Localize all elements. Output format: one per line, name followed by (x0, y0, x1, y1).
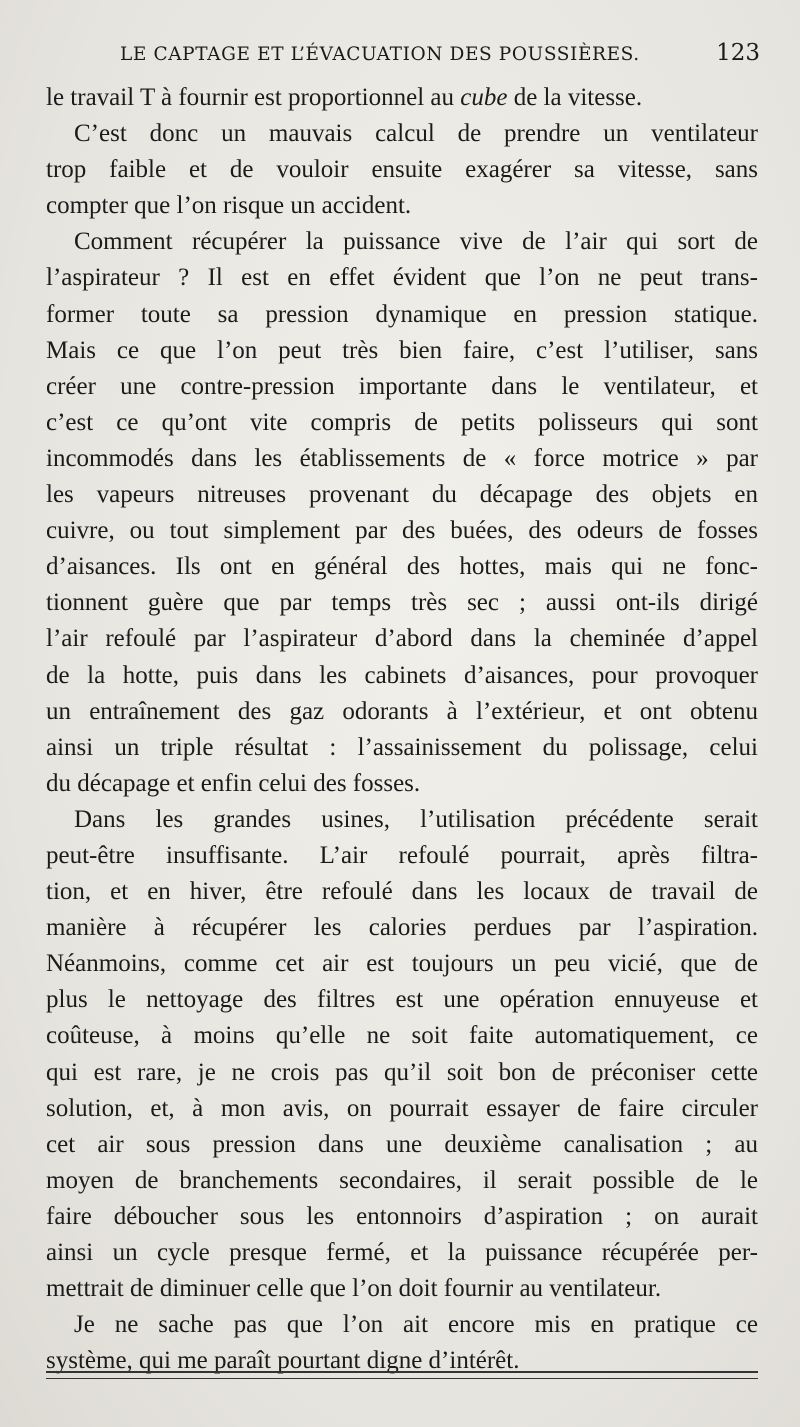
text-line: ainsi un cycle presque fermé, et la puissance récupérée per- (46, 1239, 758, 1266)
text-line: tionnent guère que par temps très sec ; aussi ont-ils dirigé (46, 589, 758, 617)
text-line: trop faible et de vouloir ensuite exagérer sa vitesse, sans (46, 156, 758, 184)
paragraph (46, 224, 758, 802)
running-head-title: LE CAPTAGE ET L’ÉVACUATION DES POUSSIÈRES. (120, 44, 640, 65)
text-line: l’aspirateur ? Il est en effet évident que l’on ne peut trans- (46, 264, 758, 292)
text-line: manière à récupérer les calories perdues par l’aspiration. (46, 914, 758, 942)
text-line: Dans les grandes usines, l’utilisation précédente serait (74, 805, 758, 833)
text-line: peut-être insuffisante. L’air refoulé pourrait, après filtra- (46, 841, 758, 869)
text-line: Mais ce que l’on peut très bien faire, c’est l’utiliser, sans (46, 336, 758, 364)
text-line: le travail T à fournir est proportionnel au cube de la vitesse. (46, 84, 643, 111)
running-head (120, 38, 760, 74)
text-line: faire déboucher sous les entonnoirs d’aspiration ; on aurait (46, 1202, 758, 1230)
page-number: 123 (716, 40, 760, 66)
text-line: un entraînement des gaz odorants à l’extérieur, et ont obtenu (46, 697, 758, 725)
text-line: du décapage et enfin celui des fosses. (46, 769, 421, 797)
text-line: cuivre, ou tout simplement par des buées, des odeurs de fosses (46, 517, 758, 545)
text-line: former toute sa pression dynamique en pression statique. (46, 300, 758, 328)
text-line: incommodés dans les établissements de « force motrice » par (46, 444, 758, 472)
text-line: C’est donc un mauvais calcul de prendre un ventilateur (74, 120, 758, 148)
text-line: solution, et, à mon avis, on pourrait essayer de faire circuler (46, 1094, 758, 1122)
text-line: d’aisances. Ils ont en général des hottes, mais qui ne fonc- (46, 553, 758, 581)
text-line: Néanmoins, comme cet air est toujours un peu vicié, que de (46, 950, 758, 978)
text-line: créer une contre-pression importante dans le ventilateur, et (46, 372, 758, 400)
bottom-rule-thin (46, 1378, 758, 1379)
paragraph (46, 1307, 758, 1379)
text-line: cet air sous pression dans une deuxième canalisation ; au (46, 1130, 758, 1158)
paragraph (46, 80, 758, 116)
text-line: moyen de branchements secondaires, il serait possible de le (46, 1166, 758, 1194)
bottom-rule-thick (46, 1371, 758, 1373)
text-line: c’est ce qu’ont vite compris de petits polisseurs qui sont (46, 408, 758, 436)
text-line: de la hotte, puis dans les cabinets d’aisances, pour provoquer (46, 661, 758, 689)
text-line: tion, et en hiver, être refoulé dans les locaux de travail de (46, 878, 758, 906)
text-line: Comment récupérer la puissance vive de l’air qui sort de (74, 228, 758, 256)
text-line: qui est rare, je ne crois pas qu’il soit bon de préconiser cette (46, 1058, 758, 1086)
text-line: plus le nettoyage des filtres est une opération ennuyeuse et (46, 986, 758, 1014)
text-line: les vapeurs nitreuses provenant du décapage des objets en (46, 481, 758, 509)
text-line: l’air refoulé par l’aspirateur d’abord dans la cheminée d’appel (46, 625, 758, 653)
text-line: mettrait de diminuer celle que l’on doit fournir au ventilateur. (46, 1275, 662, 1303)
paragraph (46, 116, 758, 224)
text-line: ainsi un triple résultat : l’assainissement du polissage, celui (46, 733, 758, 761)
text-line: compter que l’on risque un accident. (46, 192, 412, 220)
text-line: Je ne sache pas que l’on ait encore mis en pratique ce (74, 1311, 758, 1339)
text-line: système, qui me paraît pourtant digne d’intérêt. (46, 1347, 520, 1375)
paragraph (46, 802, 758, 1307)
body-text (46, 80, 758, 1379)
text-line: coûteuse, à moins qu’elle ne soit faite automatiquement, ce (46, 1022, 758, 1050)
